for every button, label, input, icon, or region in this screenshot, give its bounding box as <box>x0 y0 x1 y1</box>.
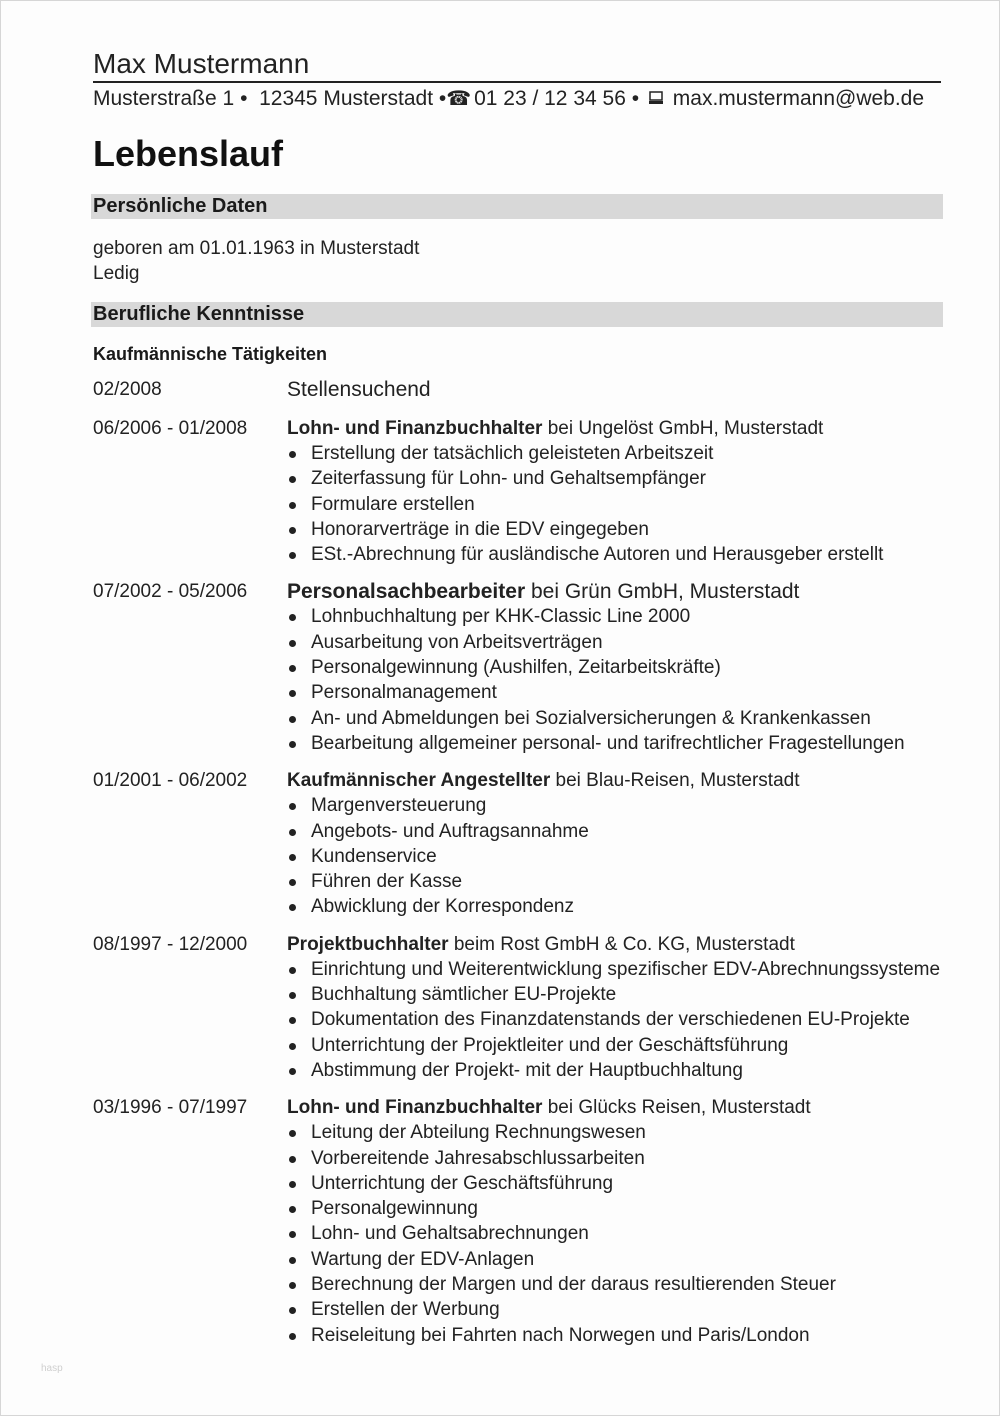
entry-date: 06/2006 - 01/2008 <box>93 418 248 439</box>
task-text: Ausarbeitung von Arbeitsverträgen <box>311 631 603 653</box>
list-item <box>287 706 953 731</box>
bullet-icon <box>289 552 296 559</box>
task-text: Bearbeitung allgemeiner personal- und tarifrechtlicher Fragestellungen <box>311 732 905 754</box>
subsection-title: Kaufmännische Tätigkeiten <box>93 344 328 364</box>
list-item <box>287 957 953 982</box>
entry-company: Stellensuchend <box>287 378 431 401</box>
list-item <box>287 1058 953 1083</box>
list-item <box>287 492 953 517</box>
entry-role: Personalsachbearbeiter <box>287 580 526 604</box>
list-item <box>287 630 953 655</box>
city: 12345 Musterstadt <box>259 87 434 110</box>
task-text: Abwicklung der Korrespondenz <box>311 896 574 918</box>
entry-body <box>287 932 953 1083</box>
bullet-icon <box>289 829 296 836</box>
entry-company: bei Blau-Reisen, Musterstadt <box>550 770 800 792</box>
task-text: Leitung der Abteilung Rechnungswesen <box>311 1122 646 1144</box>
career-entry <box>93 377 953 402</box>
entry-company: bei Ungelöst GmbH, Musterstadt <box>542 418 824 439</box>
entry-heading <box>287 768 953 793</box>
task-text: Erstellen der Werbung <box>311 1299 500 1321</box>
list-item <box>287 1007 953 1032</box>
bullet-icon <box>289 1068 296 1075</box>
bullet-icon <box>289 741 296 748</box>
entry-body <box>287 1095 953 1348</box>
phone-icon: ☎ <box>446 88 472 110</box>
bullet-icon <box>289 502 296 509</box>
entry-tasks <box>287 441 953 567</box>
bullet-icon <box>289 803 296 810</box>
list-item <box>287 604 953 629</box>
task-text: Dokumentation des Finanzdatenstands der verschiedenen EU-Projekte <box>311 1009 910 1031</box>
task-text: Unterrichtung der Projektleiter und der Geschäftsführung <box>311 1034 789 1056</box>
entry-company: bei Grün GmbH, Musterstadt <box>525 580 800 604</box>
street: Musterstraße 1 <box>93 87 235 110</box>
contact-line <box>93 85 941 113</box>
task-text: Zeiterfassung für Lohn- und Gehaltsempfänger <box>311 468 707 490</box>
bullet-icon <box>289 1257 296 1264</box>
list-item <box>287 869 953 894</box>
bullet-icon <box>289 879 296 886</box>
entry-heading <box>287 1095 953 1120</box>
list-item <box>287 1196 953 1221</box>
career-entry <box>93 416 953 567</box>
entry-tasks <box>287 604 953 756</box>
task-text: Kundenservice <box>311 845 437 867</box>
entry-body <box>287 579 953 756</box>
task-text: Erstellung der tatsächlich geleisteten Arbeitszeit <box>311 443 714 464</box>
task-text: Margenversteuerung <box>311 795 487 817</box>
bullet-icon <box>289 451 296 458</box>
list-item <box>287 793 953 818</box>
list-item <box>287 894 953 919</box>
entry-date: 02/2008 <box>93 379 162 400</box>
entry-heading <box>287 932 953 957</box>
bullet-icon <box>289 1156 296 1163</box>
section-personal-data: Persönliche Daten <box>91 194 943 219</box>
entry-role: Projektbuchhalter <box>287 933 449 955</box>
separator: • <box>240 87 248 110</box>
bullet-icon <box>289 1282 296 1289</box>
separator: • <box>438 87 447 110</box>
task-text: Einrichtung und Weiterentwicklung spezifischer EDV-Abrechnungssysteme <box>311 958 941 980</box>
career-entry <box>93 768 953 919</box>
bullet-icon <box>289 1333 296 1340</box>
list-item <box>287 1323 953 1348</box>
birth-info: geboren am 01.01.1963 in Musterstadt <box>93 238 420 259</box>
entry-body <box>287 768 953 919</box>
list-item <box>287 1297 953 1322</box>
document-title: Lebenslauf <box>93 133 284 174</box>
task-text: Lohn- und Gehaltsabrechnungen <box>311 1223 589 1245</box>
entry-date: 01/2001 - 06/2002 <box>93 770 248 792</box>
header-rule <box>93 81 941 83</box>
task-text: Lohnbuchhaltung per KHK-Classic Line 2000 <box>311 606 691 628</box>
task-text: Personalgewinnung (Aushilfen, Zeitarbeitskräfte) <box>311 657 721 679</box>
section-professional-skills: Berufliche Kenntnisse <box>91 302 943 327</box>
bullet-icon <box>289 904 296 911</box>
entry-date: 08/1997 - 12/2000 <box>93 933 248 955</box>
separator: • <box>631 87 640 110</box>
entry-tasks <box>287 793 953 919</box>
task-text: ESt.-Abrechnung für ausländische Autoren und Herausgeber erstellt <box>311 544 884 566</box>
entry-role: Lohn- und Finanzbuchhalter <box>287 418 543 439</box>
bullet-icon <box>289 716 296 723</box>
career-entry <box>93 932 953 1083</box>
task-text: Angebots- und Auftragsannahme <box>311 820 589 842</box>
bullet-icon <box>289 854 296 861</box>
list-item <box>287 1171 953 1196</box>
bullet-icon <box>289 992 296 999</box>
bullet-icon <box>289 665 296 672</box>
list-item <box>287 819 953 844</box>
bullet-icon <box>289 1043 296 1050</box>
entry-heading <box>287 416 953 441</box>
entry-role: Kaufmännischer Angestellter <box>287 770 551 792</box>
bullet-icon <box>289 1307 296 1314</box>
applicant-name: Max Mustermann <box>93 48 310 79</box>
task-text: Vorbereitende Jahresabschlussarbeiten <box>311 1147 645 1169</box>
personal-data <box>93 236 419 286</box>
list-item <box>287 680 953 705</box>
task-text: Honorarverträge in die EDV eingegeben <box>311 518 649 540</box>
career-entries <box>93 377 953 1348</box>
entry-role: Lohn- und Finanzbuchhalter <box>287 1097 543 1119</box>
letterhead <box>93 47 941 113</box>
computer-icon <box>645 85 667 113</box>
task-text: Führen der Kasse <box>311 871 463 893</box>
entry-date: 07/2002 - 05/2006 <box>93 581 248 603</box>
bullet-icon <box>289 1130 296 1137</box>
bullet-icon <box>289 476 296 483</box>
entry-body <box>287 416 953 567</box>
phone: 01 23 / 12 34 56 <box>474 87 626 110</box>
bullet-icon <box>289 1206 296 1213</box>
task-text: Personalmanagement <box>311 682 497 704</box>
list-item <box>287 1221 953 1246</box>
list-item <box>287 1146 953 1171</box>
list-item <box>287 517 953 542</box>
list-item <box>287 1033 953 1058</box>
list-item <box>287 982 953 1007</box>
entry-tasks <box>287 957 953 1083</box>
entry-date: 03/1996 - 07/1997 <box>93 1097 248 1119</box>
task-text: Berechnung der Margen und der daraus resultierenden Steuer <box>311 1274 836 1296</box>
list-item <box>287 1272 953 1297</box>
bullet-icon <box>289 1231 296 1238</box>
bullet-icon <box>289 967 296 974</box>
task-text: An- und Abmeldungen bei Sozialversicherungen & Krankenkassen <box>311 707 871 729</box>
list-item <box>287 655 953 680</box>
list-item <box>287 466 953 491</box>
bullet-icon <box>289 527 296 534</box>
list-item <box>287 542 953 567</box>
task-text: Reiseleitung bei Fahrten nach Norwegen und Paris/London <box>311 1324 810 1346</box>
task-text: Wartung der EDV-Anlagen <box>311 1248 535 1270</box>
career-entry <box>93 1095 953 1348</box>
list-item <box>287 844 953 869</box>
entry-company: bei Glücks Reisen, Musterstadt <box>542 1097 811 1119</box>
list-item <box>287 1247 953 1272</box>
task-text: Personalgewinnung <box>311 1198 478 1220</box>
task-text: Buchhaltung sämtlicher EU-Projekte <box>311 984 617 1006</box>
email[interactable]: max.mustermann@web.de <box>672 87 925 110</box>
bullet-icon <box>289 1181 296 1188</box>
entry-heading <box>287 377 953 402</box>
list-item <box>287 731 953 756</box>
list-item <box>287 1120 953 1145</box>
entry-company: beim Rost GmbH & Co. KG, Musterstadt <box>448 933 795 955</box>
list-item <box>287 441 953 466</box>
watermark: hasp <box>41 1363 63 1374</box>
task-text: Abstimmung der Projekt- mit der Hauptbuchhaltung <box>311 1059 743 1081</box>
entry-heading <box>287 579 953 604</box>
bullet-icon <box>289 614 296 621</box>
career-entry <box>93 579 953 756</box>
bullet-icon <box>289 1017 296 1024</box>
entry-body <box>287 377 953 402</box>
bullet-icon <box>289 640 296 647</box>
bullet-icon <box>289 690 296 697</box>
marital-status: Ledig <box>93 263 140 284</box>
task-text: Unterrichtung der Geschäftsführung <box>311 1172 614 1194</box>
task-text: Formulare erstellen <box>311 493 475 515</box>
entry-tasks <box>287 1120 953 1348</box>
